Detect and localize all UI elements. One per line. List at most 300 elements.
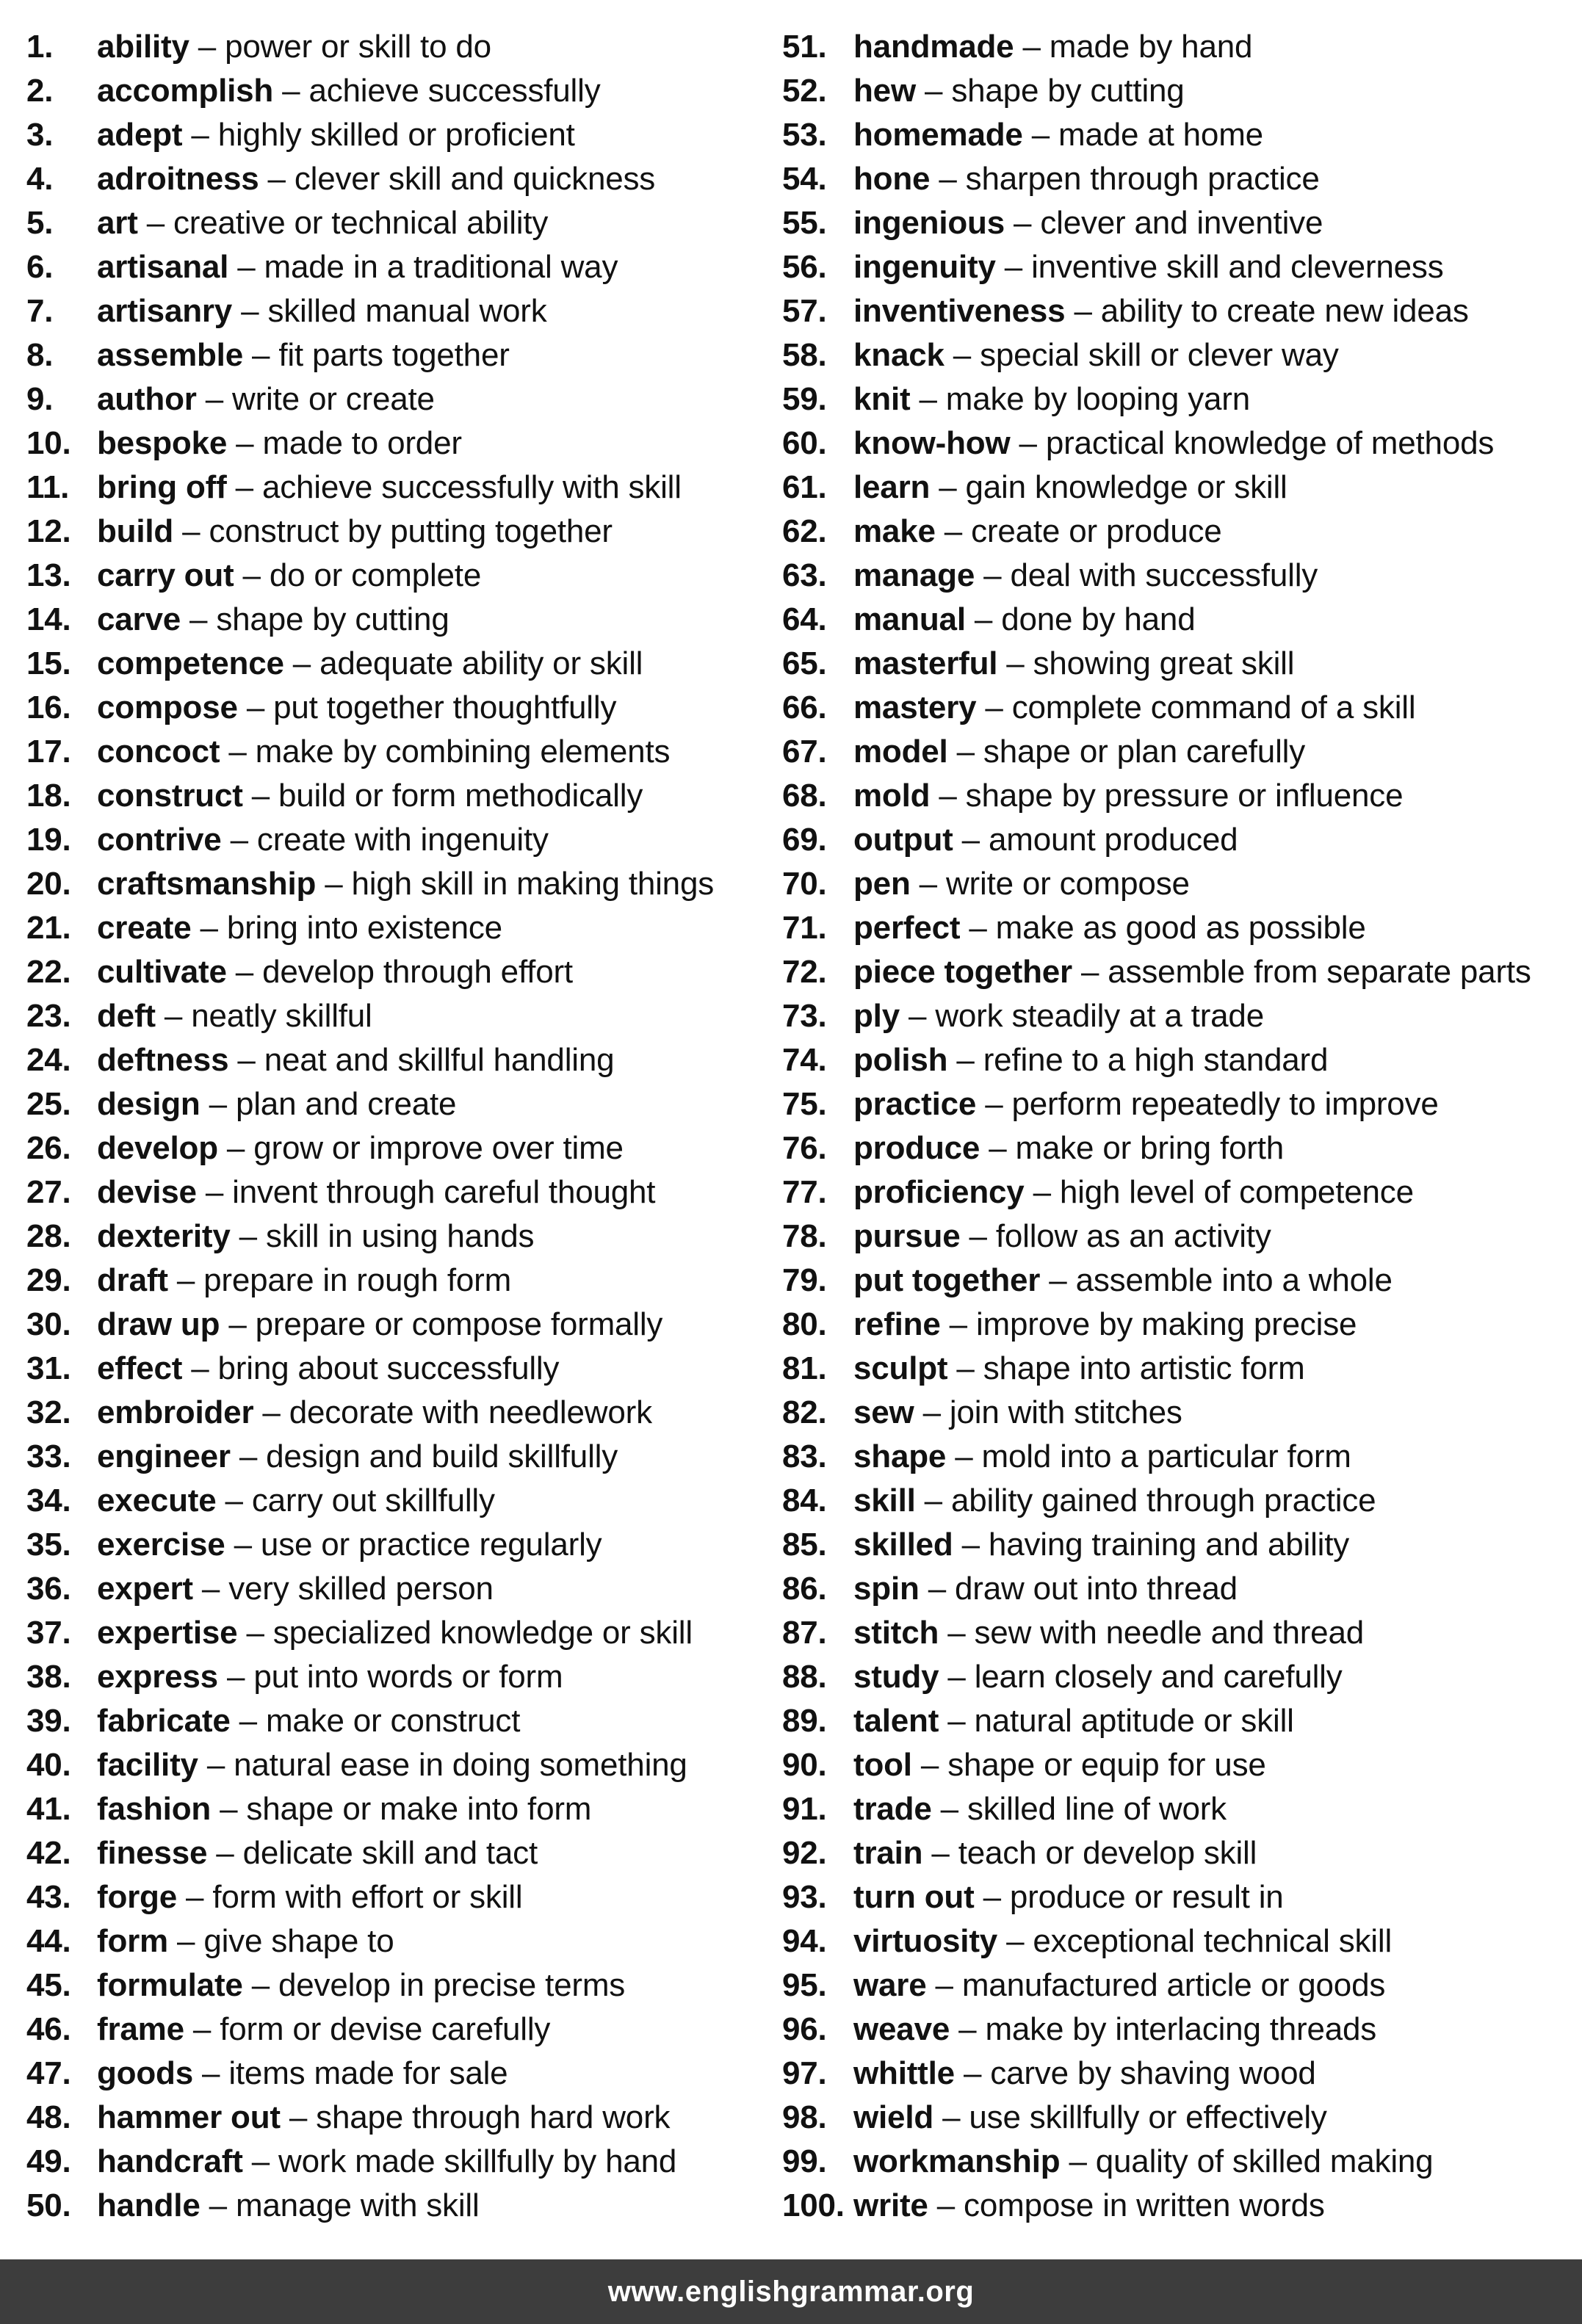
- item-word: workmanship: [853, 2143, 1061, 2179]
- item-word: virtuosity: [853, 1923, 998, 1959]
- item-definition: assemble into a whole: [1075, 1262, 1393, 1298]
- item-separator: –: [1031, 117, 1050, 153]
- item-number: 51.: [782, 29, 827, 65]
- item-number: 1.: [26, 29, 54, 65]
- item-word: adept: [97, 117, 183, 153]
- item-definition: amount produced: [988, 822, 1238, 858]
- list-item: [782, 1567, 1582, 1611]
- item-definition: prepare or compose formally: [255, 1306, 663, 1342]
- item-word: artisanal: [97, 249, 229, 285]
- list-item: [26, 245, 761, 289]
- item-separator: –: [974, 601, 993, 637]
- item-definition: items made for sale: [228, 2055, 508, 2091]
- item-word: pursue: [853, 1218, 961, 1254]
- item-separator: –: [939, 161, 957, 197]
- item-separator: –: [1080, 954, 1099, 990]
- item-definition: clever and inventive: [1040, 205, 1323, 241]
- item-word: cultivate: [97, 954, 227, 990]
- item-word: hew: [853, 73, 916, 109]
- item-separator: –: [931, 1835, 950, 1871]
- item-separator: –: [176, 1262, 195, 1298]
- list-item: [26, 157, 761, 201]
- list-item: [26, 1038, 761, 1082]
- item-separator: –: [146, 205, 165, 241]
- list-item: [782, 2008, 1582, 2052]
- item-word: devise: [97, 1174, 197, 1210]
- item-definition: shape or make into form: [246, 1791, 592, 1827]
- item-separator: –: [164, 998, 183, 1034]
- item-word: tool: [853, 1747, 912, 1783]
- item-definition: put together thoughtfully: [273, 689, 617, 725]
- item-definition: achieve successfully: [308, 73, 601, 109]
- item-separator: –: [969, 910, 987, 946]
- item-number: 10.: [26, 425, 71, 461]
- item-number: 32.: [26, 1394, 71, 1430]
- item-definition: power or skill to do: [225, 29, 491, 65]
- footer-url[interactable]: www.englishgrammar.org: [607, 2275, 975, 2308]
- item-word: deftness: [97, 1042, 229, 1078]
- item-separator: –: [939, 778, 957, 814]
- list-item: [782, 1303, 1582, 1347]
- item-word: perfect: [853, 910, 961, 946]
- list-item: [26, 510, 761, 554]
- item-number: 65.: [782, 645, 827, 681]
- item-word: adroitness: [97, 161, 259, 197]
- list-item: [26, 686, 761, 730]
- item-separator: –: [282, 73, 300, 109]
- item-number: 45.: [26, 1967, 71, 2003]
- list-item: [26, 1787, 761, 1831]
- item-definition: use skillfully or effectively: [969, 2099, 1327, 2135]
- list-item: [782, 774, 1582, 818]
- list-item: [26, 950, 761, 994]
- item-number: 68.: [782, 778, 827, 814]
- item-separator: –: [940, 1791, 958, 1827]
- item-number: 48.: [26, 2099, 71, 2135]
- item-separator: –: [985, 1086, 1003, 1122]
- item-separator: –: [919, 866, 937, 902]
- item-separator: –: [239, 1438, 258, 1474]
- item-definition: skill in using hands: [265, 1218, 535, 1254]
- item-word: train: [853, 1835, 923, 1871]
- item-word: draw up: [97, 1306, 220, 1342]
- item-separator: –: [239, 1218, 257, 1254]
- list-item: [782, 466, 1582, 510]
- item-number: 14.: [26, 601, 71, 637]
- item-definition: produce or result in: [1009, 1879, 1284, 1915]
- item-separator: –: [227, 1659, 245, 1695]
- item-separator: –: [1033, 1174, 1051, 1210]
- list-item: [782, 1831, 1582, 1875]
- item-word: develop: [97, 1130, 218, 1166]
- item-definition: make or bring forth: [1015, 1130, 1285, 1166]
- item-separator: –: [909, 998, 927, 1034]
- item-separator: –: [956, 1350, 975, 1386]
- item-number: 86.: [782, 1571, 827, 1607]
- item-number: 79.: [782, 1262, 827, 1298]
- item-definition: inventive skill and cleverness: [1031, 249, 1444, 285]
- item-definition: very skilled person: [228, 1571, 494, 1607]
- list-item: [782, 554, 1582, 598]
- item-number: 82.: [782, 1394, 827, 1430]
- item-definition: carry out skillfully: [251, 1483, 495, 1518]
- item-number: 16.: [26, 689, 71, 725]
- list-item: [26, 774, 761, 818]
- item-number: 50.: [26, 2187, 71, 2223]
- list-item: [782, 421, 1582, 466]
- item-word: spin: [853, 1571, 920, 1607]
- item-number: 61.: [782, 469, 827, 505]
- list-item: [26, 1875, 761, 1919]
- item-separator: –: [928, 1571, 946, 1607]
- item-word: turn out: [853, 1879, 975, 1915]
- item-definition: compose in written words: [964, 2187, 1325, 2223]
- item-word: express: [97, 1659, 218, 1695]
- list-item: [26, 1699, 761, 1743]
- item-separator: –: [1069, 2143, 1087, 2179]
- item-word: ingenuity: [853, 249, 996, 285]
- item-separator: –: [209, 2187, 227, 2223]
- item-definition: shape by cutting: [951, 73, 1185, 109]
- item-word: model: [853, 734, 948, 770]
- item-separator: –: [953, 337, 972, 373]
- list-item: [26, 289, 761, 333]
- item-word: pen: [853, 866, 911, 902]
- item-separator: –: [1019, 425, 1037, 461]
- item-number: 89.: [782, 1703, 827, 1739]
- list-item: [26, 201, 761, 245]
- item-definition: natural aptitude or skill: [974, 1703, 1294, 1739]
- item-number: 90.: [782, 1747, 827, 1783]
- item-number: 8.: [26, 337, 54, 373]
- item-number: 29.: [26, 1262, 71, 1298]
- list-item: [782, 113, 1582, 157]
- item-number: 13.: [26, 557, 71, 593]
- item-separator: –: [939, 469, 957, 505]
- item-word: masterful: [853, 645, 998, 681]
- item-separator: –: [956, 1042, 975, 1078]
- item-separator: –: [985, 689, 1003, 725]
- word-list-column-left: [26, 25, 761, 2228]
- item-separator: –: [1022, 29, 1041, 65]
- item-separator: –: [242, 557, 261, 593]
- list-item: [782, 598, 1582, 642]
- item-definition: make by interlacing threads: [985, 2011, 1377, 2047]
- item-number: 92.: [782, 1835, 827, 1871]
- item-definition: do or complete: [269, 557, 482, 593]
- item-separator: –: [963, 2055, 982, 2091]
- item-number: 56.: [782, 249, 827, 285]
- item-separator: –: [237, 1042, 256, 1078]
- item-word: finesse: [97, 1835, 208, 1871]
- item-number: 64.: [782, 601, 827, 637]
- item-number: 57.: [782, 293, 827, 329]
- list-item: [26, 1919, 761, 1963]
- item-separator: –: [947, 1703, 966, 1739]
- item-word: write: [853, 2187, 928, 2223]
- item-separator: –: [920, 1747, 939, 1783]
- list-item: [782, 2140, 1582, 2184]
- item-number: 71.: [782, 910, 827, 946]
- item-number: 18.: [26, 778, 71, 814]
- list-item: [26, 2052, 761, 2096]
- list-item: [782, 950, 1582, 994]
- item-number: 74.: [782, 1042, 827, 1078]
- item-word: forge: [97, 1879, 178, 1915]
- list-item: [26, 1523, 761, 1567]
- item-number: 35.: [26, 1527, 71, 1563]
- item-definition: make or construct: [265, 1703, 521, 1739]
- list-item: [782, 818, 1582, 862]
- item-number: 5.: [26, 205, 54, 241]
- item-word: carry out: [97, 557, 234, 593]
- item-number: 27.: [26, 1174, 71, 1210]
- list-item: [782, 1655, 1582, 1699]
- list-item: [26, 1259, 761, 1303]
- item-definition: grow or improve over time: [253, 1130, 624, 1166]
- item-separator: –: [983, 1879, 1001, 1915]
- item-definition: bring into existence: [226, 910, 502, 946]
- item-separator: –: [262, 1394, 281, 1430]
- item-number: 37.: [26, 1615, 71, 1651]
- item-word: mold: [853, 778, 931, 814]
- item-definition: improve by making precise: [975, 1306, 1357, 1342]
- item-definition: neat and skillful handling: [264, 1042, 615, 1078]
- item-definition: mold into a particular form: [981, 1438, 1351, 1474]
- item-number: 63.: [782, 557, 827, 593]
- item-number: 98.: [782, 2099, 827, 2135]
- item-word: skill: [853, 1483, 916, 1518]
- item-word: produce: [853, 1130, 980, 1166]
- item-word: engineer: [97, 1438, 231, 1474]
- item-definition: carve by shaving wood: [990, 2055, 1316, 2091]
- item-separator: –: [1006, 1923, 1025, 1959]
- item-word: learn: [853, 469, 931, 505]
- item-number: 7.: [26, 293, 54, 329]
- item-word: ability: [97, 29, 189, 65]
- item-definition: ability gained through practice: [950, 1483, 1376, 1518]
- item-definition: bring about successfully: [217, 1350, 560, 1386]
- item-number: 85.: [782, 1527, 827, 1563]
- item-word: hone: [853, 161, 931, 197]
- item-number: 34.: [26, 1483, 71, 1518]
- item-definition: teach or develop skill: [958, 1835, 1257, 1871]
- item-separator: –: [189, 601, 208, 637]
- item-separator: –: [936, 2187, 956, 2223]
- item-definition: plan and create: [235, 1086, 457, 1122]
- item-separator: –: [252, 337, 270, 373]
- item-separator: –: [246, 1615, 264, 1651]
- item-number: 38.: [26, 1659, 71, 1695]
- item-definition: learn closely and carefully: [974, 1659, 1343, 1695]
- list-item: [782, 157, 1582, 201]
- list-item: [782, 2052, 1582, 2096]
- item-separator: –: [216, 1835, 234, 1871]
- item-definition: draw out into thread: [955, 1571, 1238, 1607]
- item-definition: join with stitches: [949, 1394, 1182, 1430]
- list-item: [782, 2184, 1582, 2228]
- item-separator: –: [958, 2011, 977, 2047]
- item-word: carve: [97, 601, 181, 637]
- item-number: 72.: [782, 954, 827, 990]
- item-word: trade: [853, 1791, 932, 1827]
- item-separator: –: [228, 1306, 247, 1342]
- list-item: [26, 2096, 761, 2140]
- list-item: [26, 2140, 761, 2184]
- item-number: 46.: [26, 2011, 71, 2047]
- item-word: handmade: [853, 29, 1014, 65]
- item-definition: refine to a high standard: [983, 1042, 1329, 1078]
- item-word: manage: [853, 557, 975, 593]
- item-word: knack: [853, 337, 944, 373]
- list-item: [782, 730, 1582, 774]
- item-definition: construct by putting together: [209, 513, 613, 549]
- item-word: frame: [97, 2011, 184, 2047]
- item-separator: –: [924, 1483, 942, 1518]
- item-separator: –: [942, 2099, 961, 2135]
- item-number: 21.: [26, 910, 71, 946]
- item-definition: sharpen through practice: [965, 161, 1320, 197]
- list-item: [782, 1259, 1582, 1303]
- item-definition: make as good as possible: [995, 910, 1366, 946]
- list-item: [782, 1611, 1582, 1655]
- item-separator: –: [209, 1086, 227, 1122]
- item-word: execute: [97, 1483, 217, 1518]
- list-item: [26, 642, 761, 686]
- item-number: 81.: [782, 1350, 827, 1386]
- item-definition: form or devise carefully: [220, 2011, 551, 2047]
- item-definition: having training and ability: [988, 1527, 1350, 1563]
- item-word: design: [97, 1086, 201, 1122]
- item-word: talent: [853, 1703, 939, 1739]
- list-item: [26, 1126, 761, 1170]
- item-separator: –: [947, 1659, 966, 1695]
- item-number: 88.: [782, 1659, 827, 1695]
- list-item: [26, 69, 761, 113]
- list-item: [26, 1655, 761, 1699]
- item-definition: shape by cutting: [216, 601, 449, 637]
- item-word: know-how: [853, 425, 1011, 461]
- item-separator: –: [935, 1967, 953, 2003]
- item-word: create: [97, 910, 192, 946]
- item-separator: –: [989, 1130, 1007, 1166]
- item-number: 99.: [782, 2143, 827, 2179]
- item-definition: highly skilled or proficient: [217, 117, 575, 153]
- item-separator: –: [922, 1394, 941, 1430]
- item-separator: –: [961, 1527, 980, 1563]
- item-number: 73.: [782, 998, 827, 1034]
- item-definition: made in a traditional way: [264, 249, 618, 285]
- item-definition: design and build skillfully: [266, 1438, 618, 1474]
- item-number: 15.: [26, 645, 71, 681]
- item-word: draft: [97, 1262, 168, 1298]
- item-separator: –: [947, 1615, 966, 1651]
- item-word: bespoke: [97, 425, 228, 461]
- list-item: [26, 2184, 761, 2228]
- item-number: 84.: [782, 1483, 827, 1518]
- item-definition: create with ingenuity: [256, 822, 549, 858]
- item-word: fabricate: [97, 1703, 231, 1739]
- list-item: [26, 906, 761, 950]
- item-word: art: [97, 205, 138, 241]
- item-number: 58.: [782, 337, 827, 373]
- item-definition: special skill or clever way: [980, 337, 1339, 373]
- item-definition: showing great skill: [1033, 645, 1295, 681]
- list-item: [26, 1391, 761, 1435]
- item-number: 22.: [26, 954, 71, 990]
- item-number: 23.: [26, 998, 71, 1034]
- item-separator: –: [234, 1527, 252, 1563]
- item-definition: form with effort or skill: [212, 1879, 523, 1915]
- list-item: [26, 1611, 761, 1655]
- item-number: 49.: [26, 2143, 71, 2179]
- item-definition: work made skillfully by hand: [278, 2143, 677, 2179]
- item-definition: adequate ability or skill: [319, 645, 643, 681]
- item-word: handcraft: [97, 2143, 243, 2179]
- item-definition: develop in precise terms: [278, 1967, 626, 2003]
- list-item: [782, 1038, 1582, 1082]
- list-item: [26, 113, 761, 157]
- list-item: [782, 906, 1582, 950]
- item-word: weave: [853, 2011, 950, 2047]
- item-number: 30.: [26, 1306, 71, 1342]
- item-word: embroider: [97, 1394, 254, 1430]
- item-word: put together: [853, 1262, 1041, 1298]
- list-item: [782, 1875, 1582, 1919]
- item-definition: quality of skilled making: [1095, 2143, 1434, 2179]
- list-item: [782, 333, 1582, 377]
- item-separator: –: [205, 381, 223, 417]
- item-word: refine: [853, 1306, 941, 1342]
- item-word: effect: [97, 1350, 183, 1386]
- item-number: 20.: [26, 866, 71, 902]
- list-item: [26, 466, 761, 510]
- item-word: output: [853, 822, 953, 858]
- item-definition: ability to create new ideas: [1100, 293, 1469, 329]
- list-item: [782, 862, 1582, 906]
- item-definition: high skill in making things: [351, 866, 715, 902]
- list-item: [26, 598, 761, 642]
- item-number: 36.: [26, 1571, 71, 1607]
- item-definition: achieve successfully with skill: [261, 469, 682, 505]
- item-word: craftsmanship: [97, 866, 317, 902]
- item-number: 4.: [26, 161, 54, 197]
- list-item: [782, 1479, 1582, 1523]
- item-separator: –: [228, 734, 247, 770]
- item-word: contrive: [97, 822, 222, 858]
- list-item: [782, 289, 1582, 333]
- item-number: 2.: [26, 73, 54, 109]
- item-word: concoct: [97, 734, 220, 770]
- item-number: 55.: [782, 205, 827, 241]
- item-word: formulate: [97, 1967, 243, 2003]
- item-separator: –: [251, 2143, 270, 2179]
- item-definition: specialized knowledge or skill: [272, 1615, 693, 1651]
- item-definition: delicate skill and tact: [242, 1835, 538, 1871]
- item-separator: –: [235, 954, 254, 990]
- item-number: 17.: [26, 734, 71, 770]
- list-item: [26, 554, 761, 598]
- item-definition: shape or equip for use: [947, 1747, 1266, 1783]
- item-number: 66.: [782, 689, 827, 725]
- item-word: goods: [97, 2055, 193, 2091]
- item-word: study: [853, 1659, 939, 1695]
- item-number: 80.: [782, 1306, 827, 1342]
- item-word: assemble: [97, 337, 243, 373]
- item-word: piece together: [853, 954, 1072, 990]
- list-item: [26, 377, 761, 421]
- item-definition: assemble from separate parts: [1108, 954, 1531, 990]
